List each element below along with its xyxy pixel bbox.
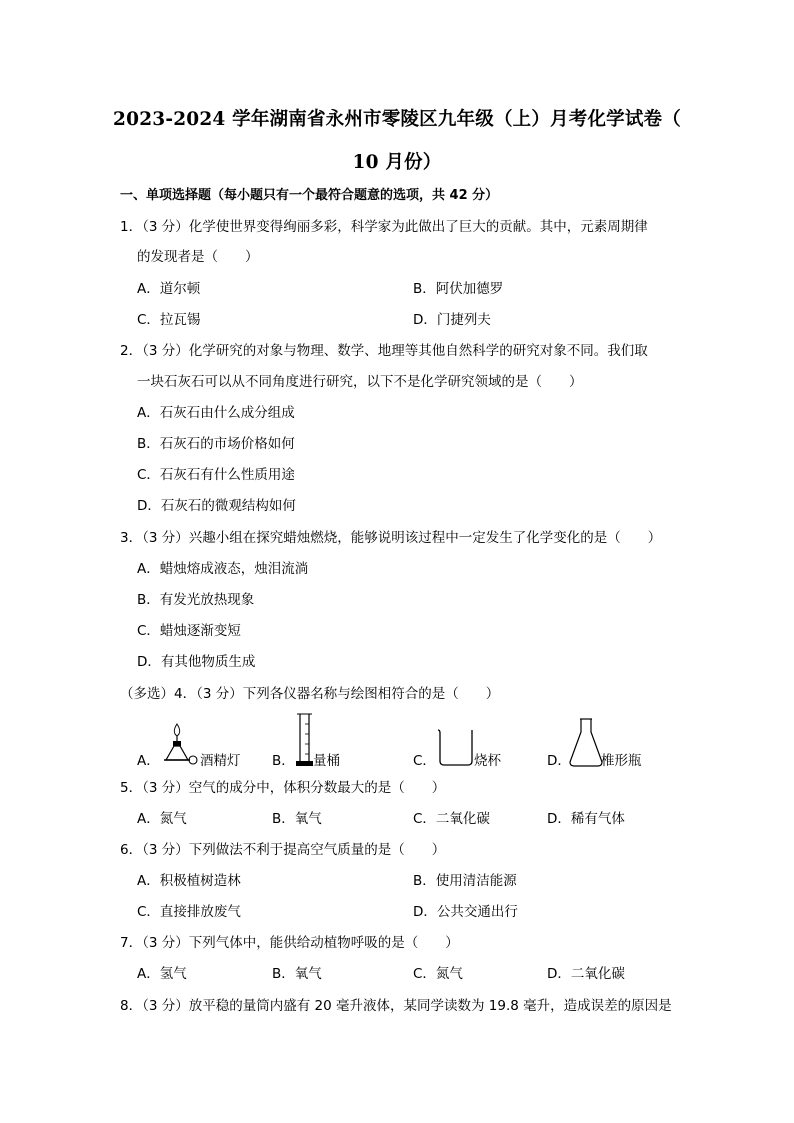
q5-stem: 5．（3 分）空气的成分中，体积分数最大的是（ ） (120, 780, 446, 796)
q2-stem-line1: 2．（3 分）化学研究的对象与物理、数学、地理等其他自然科学的研究对象不同。我们取 (120, 343, 648, 359)
q1-option-c[interactable]: C．拉瓦锡 (137, 312, 201, 328)
exam-title-line2: 10 月份） (352, 152, 442, 173)
q6-option-d[interactable]: D．公共交通出行 (413, 904, 518, 920)
q1-option-a[interactable]: A．道尔顿 (137, 281, 201, 297)
q7-option-d[interactable]: D．二氧化碳 (547, 966, 625, 982)
q3-option-d[interactable]: D．有其他物质生成 (137, 654, 256, 670)
q7-option-a[interactable]: A．氢气 (137, 966, 187, 982)
q2-option-d[interactable]: D．石灰石的微观结构如何 (137, 498, 296, 514)
q4-option-b[interactable]: B． (272, 753, 295, 769)
alcohol-lamp-icon (158, 722, 198, 768)
q8-stem: 8．（3 分）放平稳的量筒内盛有 20 毫升液体，某同学读数为 19.8 毫升，造成误差的原因是 (120, 998, 672, 1014)
q6-option-b[interactable]: B．使用清洁能源 (413, 873, 517, 889)
q5-option-a[interactable]: A．氮气 (137, 811, 187, 827)
q4-option-d[interactable]: D． (547, 753, 571, 769)
q5-option-d[interactable]: D．稀有气体 (547, 811, 625, 827)
q7-option-b[interactable]: B．氧气 (272, 966, 322, 982)
q2-option-c[interactable]: C．石灰石有什么性质用途 (137, 467, 295, 483)
q7-stem: 7．（3 分）下列气体中，能供给动植物呼吸的是（ ） (120, 935, 459, 951)
q3-option-c[interactable]: C．蜡烛逐渐变短 (137, 623, 241, 639)
beaker-icon (436, 727, 476, 767)
q4-option-a-label: 酒精灯 (200, 753, 241, 769)
section-heading: 一、单项选择题（每小题只有一个最符合题意的选项，共 42 分） (120, 188, 499, 203)
q1-option-d[interactable]: D．门捷列夫 (413, 312, 491, 328)
q3-stem: 3．（3 分）兴趣小组在探究蜡烛燃烧，能够说明该过程中一定发生了化学变化的是（ ） (120, 530, 662, 546)
q1-option-b[interactable]: B．阿伏加德罗 (413, 281, 504, 297)
q5-option-c[interactable]: C．二氧化碳 (413, 811, 490, 827)
q4-option-c[interactable]: C． (413, 753, 436, 769)
q2-stem-line2: 一块石灰石可以从不同角度进行研究，以下不是化学研究领域的是（ ） (137, 374, 583, 390)
q1-stem-line1: 1．（3 分）化学使世界变得绚丽多彩，科学家为此做出了巨大的贡献。其中，元素周期律 (120, 219, 648, 235)
q6-option-a[interactable]: A．积极植树造林 (137, 873, 241, 889)
q2-option-b[interactable]: B．石灰石的市场价格如何 (137, 436, 295, 452)
q6-option-c[interactable]: C．直接排放废气 (137, 904, 241, 920)
graduated-cylinder-icon (296, 712, 314, 768)
q4-stem: （多选）4．（3 分）下列各仪器名称与绘图相符合的是（ ） (120, 686, 500, 702)
q4-option-b-label: 量桶 (313, 753, 340, 769)
exam-title-line1: 2023-2024 学年湖南省永州市零陵区九年级（上）月考化学试卷（ (113, 109, 681, 130)
q1-stem-line2: 的发现者是（ ） (137, 249, 259, 265)
q3-option-a[interactable]: A．蜡烛熔成液态，烛泪流淌 (137, 561, 309, 577)
q2-option-a[interactable]: A．石灰石由什么成分组成 (137, 405, 295, 421)
q3-option-b[interactable]: B．有发光放热现象 (137, 592, 255, 608)
q7-option-c[interactable]: C．氮气 (413, 966, 463, 982)
q5-option-b[interactable]: B．氧气 (272, 811, 322, 827)
q4-option-d-label: 椎形瓶 (601, 753, 642, 769)
conical-flask-icon (568, 716, 604, 768)
q6-stem: 6．（3 分）下列做法不利于提高空气质量的是（ ） (120, 842, 446, 858)
q4-option-a[interactable]: A． (137, 753, 160, 769)
q4-option-c-label: 烧杯 (474, 753, 501, 769)
